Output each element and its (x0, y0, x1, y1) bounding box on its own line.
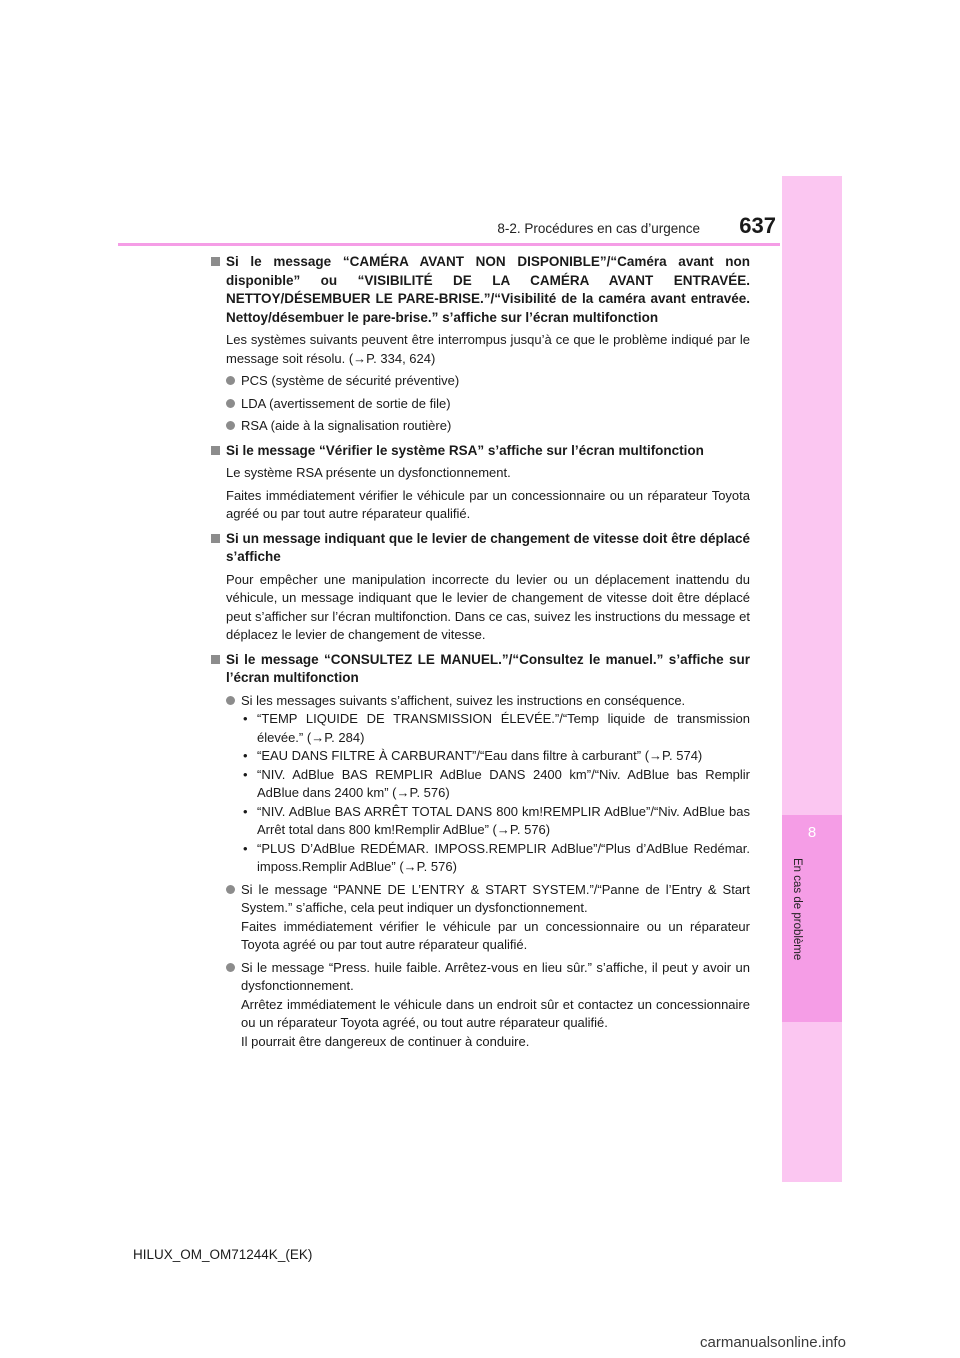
sub-list-item (210, 840, 750, 877)
small-bullet-icon: • (243, 748, 248, 763)
section-heading (210, 651, 750, 688)
circle-bullet-icon (226, 421, 235, 430)
bullet-item (210, 881, 750, 955)
sub-list-item (210, 747, 750, 766)
small-bullet-icon: • (243, 840, 248, 856)
circle-bullet-icon (226, 963, 235, 972)
bullet-item (210, 959, 750, 1052)
bullet-item (210, 372, 750, 391)
sub-list-item (210, 710, 750, 747)
circle-bullet-icon (226, 885, 235, 894)
square-bullet-icon (211, 655, 220, 664)
circle-bullet-icon (226, 696, 235, 705)
paragraph: Pour empêcher une manipulation incorrecte du levier ou un déplacement inattendu du véhicule, un message indiquant que le levier de changement de vitesse doit être déplacé peut s’afficher sur l’écran multifonction. Dans ce cas, suivez les instructions du message et déplacez le levier de changement de vitesse. (226, 571, 750, 642)
bullet-text: Si le message “PANNE DE L’ENTRY & START SYSTEM.”/“Panne de l’Entry & Start System.” s’affiche, cela peut indiquer un dysfonctionnement. Faites immédiatement vérifier le véhicule par un concessionnaire ou un réparateur Toyota agréé ou par tout autre réparateur qualifié. (241, 881, 750, 952)
bullet-text: Si les messages suivants s’affichent, suivez les instructions en conséquence. (241, 692, 686, 708)
small-bullet-icon: • (243, 803, 248, 819)
doc-code: HILUX_OM_OM71244K_(EK) (133, 1247, 313, 1262)
section-heading-text: Si un message indiquant que le levier de changement de vitesse doit être déplacé s’affiche (226, 530, 750, 564)
section-title: 8-2. Procédures en cas d’urgence (497, 221, 700, 236)
paragraph: Les systèmes suivants peuvent être interrompus jusqu’à ce que le problème indiqué par le message soit résolu. (→P. 334, 624) (226, 332, 750, 366)
watermark-link[interactable]: carmanualsonline.info (700, 1334, 846, 1351)
sub-item-text: “NIV. AdBlue BAS ARRÊT TOTAL DANS 800 km!REMPLIR AdBlue”/“Niv. AdBlue bas Arrêt total dans 800 km!Remplir AdBlue” (→P. 576) (257, 803, 750, 837)
chapter-tab-strip (782, 176, 842, 1182)
page-number: 637 (739, 213, 776, 238)
sub-item-text: “PLUS D’AdBlue REDÉMAR. IMPOSS.REMPLIR AdBlue”/“Plus d’AdBlue Redémar. imposs.Remplir AdBlue” (→P. 576) (257, 840, 750, 874)
bullet-text: Si le message “Press. huile faible. Arrêtez-vous en lieu sûr.” s’affiche, il peut y avoir un dysfonctionnement. Arrêtez immédiatement le véhicule dans un endroit sûr et contactez un concessionnaire ou un réparateur Toyota agréé, ou tout autre réparateur qualifié. Il pourrait être dangereux de continuer à conduire. (241, 959, 750, 1049)
bullet-text: LDA (avertissement de sortie de file) (241, 395, 451, 411)
square-bullet-icon (211, 446, 220, 455)
paragraph: Faites immédiatement vérifier le véhicule par un concessionnaire ou un réparateur Toyota agréé ou par tout autre réparateur qualifié. (226, 487, 750, 521)
sub-list-item (210, 766, 750, 803)
bullet-text: RSA (aide à la signalisation routière) (241, 418, 452, 433)
section (210, 253, 750, 436)
chapter-number: 8 (807, 824, 817, 841)
square-bullet-icon (211, 257, 220, 266)
small-bullet-icon: • (243, 766, 248, 782)
section-heading (210, 530, 750, 567)
small-bullet-icon: • (243, 711, 248, 726)
header-rule (118, 243, 780, 246)
section-heading-text: Si le message “CAMÉRA AVANT NON DISPONIBLE”/“Caméra avant non disponible” ou “VISIBILITÉ DE LA CAMÉRA AVANT ENTRAVÉE. NETTOY/DÉSEMBUER LE PARE-BRISE.”/“Visibilité de la caméra avant entravée. Nettoy/désembuer le pare-brise.” s’affiche sur l’écran multifonction (226, 254, 750, 325)
chapter-title: En cas de problème (791, 858, 803, 961)
sub-item-text: “EAU DANS FILTRE À CARBURANT”/“Eau dans filtre à carburant” (→P. 574) (257, 748, 703, 763)
circle-bullet-icon (226, 376, 235, 385)
sub-list-item (210, 803, 750, 840)
section-heading (210, 442, 750, 461)
bullet-item (210, 417, 750, 436)
section-heading (210, 253, 750, 327)
section-heading-text: Si le message “CONSULTEZ LE MANUEL.”/“Consultez le manuel.” s’affiche sur l’écran multifonction (226, 651, 750, 685)
bullet-item (210, 395, 750, 414)
section-heading-text: Si le message “Vérifier le système RSA” s’affiche sur l’écran multifonction (226, 442, 704, 458)
section (210, 530, 750, 645)
main-content (210, 253, 750, 1057)
paragraph: Le système RSA présente un dysfonctionnement. (226, 465, 511, 480)
circle-bullet-icon (226, 399, 235, 408)
section (210, 651, 750, 1052)
square-bullet-icon (211, 534, 220, 543)
section (210, 442, 750, 524)
sub-item-text: “TEMP LIQUIDE DE TRANSMISSION ÉLEVÉE.”/“Temp liquide de transmission élevée.” (→P. 284) (257, 711, 750, 745)
sub-item-text: “NIV. AdBlue BAS REMPLIR AdBlue DANS 2400 km”/“Niv. AdBlue bas Remplir AdBlue dans 2400 km” (→P. 576) (257, 766, 750, 800)
bullet-item (210, 692, 750, 711)
bullet-text: PCS (système de sécurité préventive) (241, 373, 460, 388)
